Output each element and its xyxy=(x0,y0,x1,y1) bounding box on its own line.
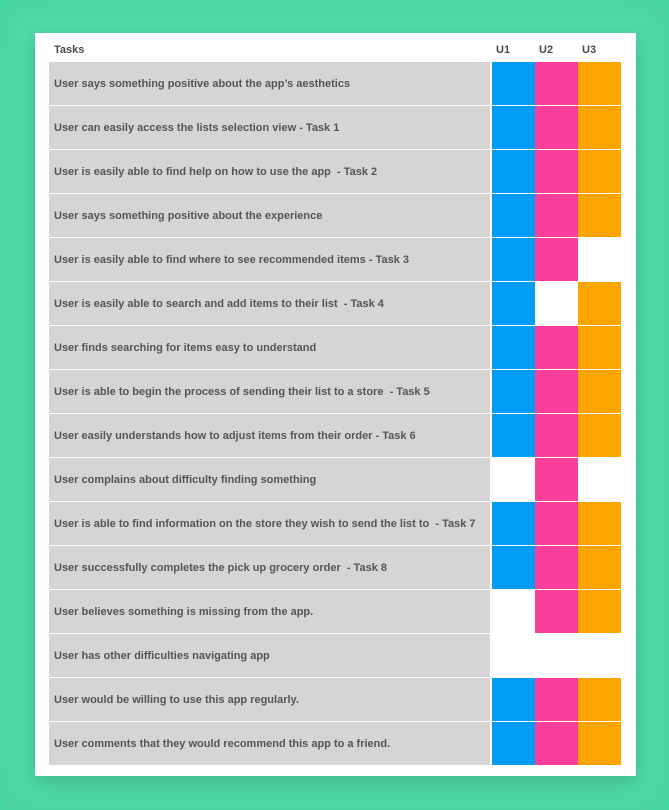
u3-mark xyxy=(578,326,621,369)
u3-mark xyxy=(578,502,621,545)
task-label: User has other difficulties navigating app xyxy=(49,634,490,677)
task-matrix-sheet xyxy=(35,33,636,776)
u1-mark xyxy=(492,106,535,149)
table-row xyxy=(49,458,622,502)
table-row xyxy=(49,546,622,590)
u1-mark xyxy=(492,502,535,545)
task-label: User complains about difficulty finding something xyxy=(49,458,490,501)
u3-mark xyxy=(578,238,621,281)
u2-mark xyxy=(535,194,578,237)
u1-mark xyxy=(492,62,535,105)
table-row xyxy=(49,282,622,326)
u3-mark xyxy=(578,722,621,765)
u1-mark xyxy=(492,150,535,193)
table-row xyxy=(49,502,622,546)
table-row xyxy=(49,370,622,414)
task-label: User says something positive about the experience xyxy=(49,194,490,237)
u3-mark xyxy=(578,282,621,325)
task-label: User easily understands how to adjust items from their order - Task 6 xyxy=(49,414,490,457)
u3-mark xyxy=(578,414,621,457)
u3-mark xyxy=(578,150,621,193)
u2-mark xyxy=(535,678,578,721)
task-label: User comments that they would recommend this app to a friend. xyxy=(49,722,490,765)
u3-mark xyxy=(578,634,621,677)
task-label: User is easily able to find where to see recommended items - Task 3 xyxy=(49,238,490,281)
task-label: User says something positive about the app’s aesthetics xyxy=(49,62,490,105)
u2-mark xyxy=(535,370,578,413)
u3-mark xyxy=(578,546,621,589)
u2-mark xyxy=(535,414,578,457)
task-label: User is easily able to find help on how to use the app - Task 2 xyxy=(49,150,490,193)
task-label: User finds searching for items easy to understand xyxy=(49,326,490,369)
u2-mark xyxy=(535,326,578,369)
u2-mark xyxy=(535,150,578,193)
u2-mark xyxy=(535,62,578,105)
table-header xyxy=(49,39,622,62)
u3-mark xyxy=(578,458,621,501)
u2-column-header: U2 xyxy=(539,44,554,56)
u2-mark xyxy=(535,458,578,501)
u3-mark xyxy=(578,62,621,105)
table-row xyxy=(49,722,622,766)
u2-mark xyxy=(535,546,578,589)
task-label: User believes something is missing from the app. xyxy=(49,590,490,633)
u1-mark xyxy=(492,370,535,413)
task-label: User is able to begin the process of sending their list to a store - Task 5 xyxy=(49,370,490,413)
u2-mark xyxy=(535,590,578,633)
u3-mark xyxy=(578,590,621,633)
tasks-column-header: Tasks xyxy=(54,44,85,56)
table-row xyxy=(49,678,622,722)
u1-mark xyxy=(492,546,535,589)
table-row xyxy=(49,194,622,238)
table-row xyxy=(49,238,622,282)
task-label: User is easily able to search and add items to their list - Task 4 xyxy=(49,282,490,325)
u1-mark xyxy=(492,722,535,765)
u3-mark xyxy=(578,678,621,721)
u3-mark xyxy=(578,194,621,237)
u1-mark xyxy=(492,194,535,237)
u2-mark xyxy=(535,282,578,325)
u2-mark xyxy=(535,238,578,281)
u1-mark xyxy=(492,326,535,369)
u1-mark xyxy=(492,238,535,281)
u1-mark xyxy=(492,634,535,677)
table-row xyxy=(49,150,622,194)
u1-mark xyxy=(492,590,535,633)
table-row xyxy=(49,414,622,458)
u2-mark xyxy=(535,634,578,677)
table-row xyxy=(49,326,622,370)
u1-mark xyxy=(492,678,535,721)
u2-mark xyxy=(535,106,578,149)
u3-mark xyxy=(578,370,621,413)
u1-column-header: U1 xyxy=(496,44,511,56)
table-row xyxy=(49,634,622,678)
task-label: User can easily access the lists selection view - Task 1 xyxy=(49,106,490,149)
u1-mark xyxy=(492,282,535,325)
table-row xyxy=(49,106,622,150)
u1-mark xyxy=(492,414,535,457)
task-rows xyxy=(49,62,622,766)
u3-column-header: U3 xyxy=(582,44,597,56)
table-row xyxy=(49,62,622,106)
u1-mark xyxy=(492,458,535,501)
task-label: User would be willing to use this app regularly. xyxy=(49,678,490,721)
u2-mark xyxy=(535,502,578,545)
u3-mark xyxy=(578,106,621,149)
table-row xyxy=(49,590,622,634)
u2-mark xyxy=(535,722,578,765)
task-label: User is able to find information on the store they wish to send the list to - Task 7 xyxy=(49,502,490,545)
task-label: User successfully completes the pick up grocery order - Task 8 xyxy=(49,546,490,589)
